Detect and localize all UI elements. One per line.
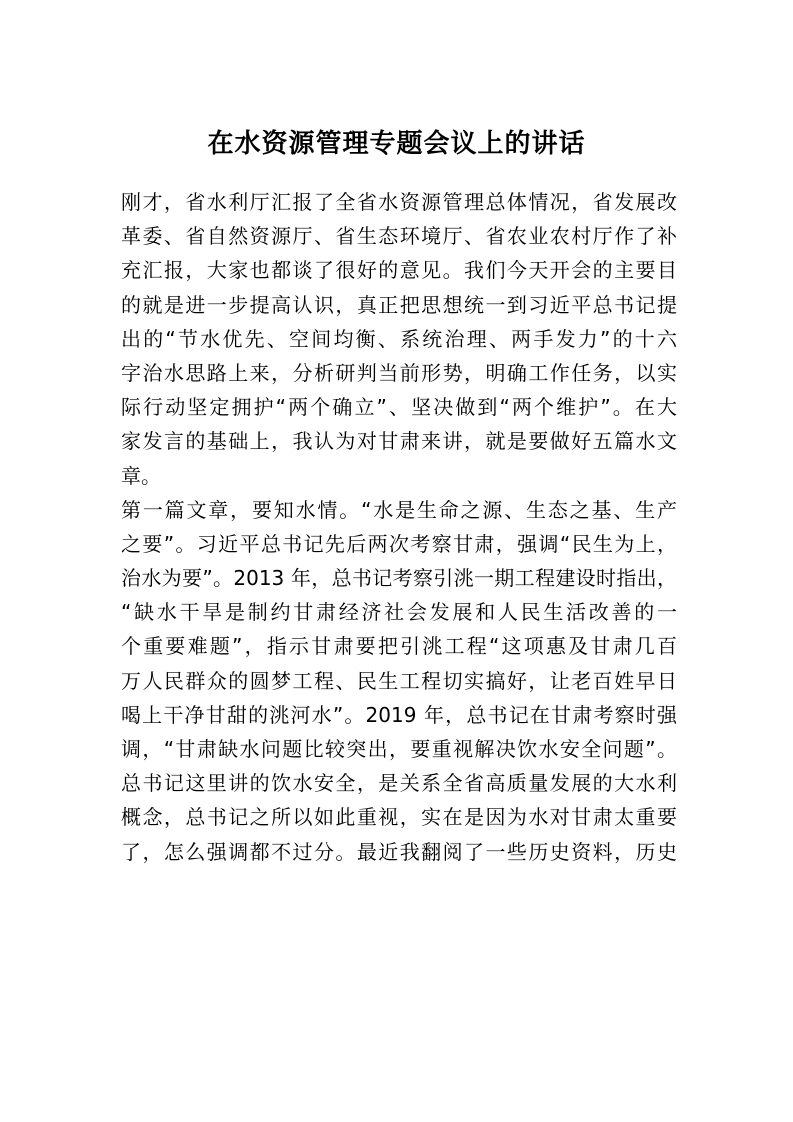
text-line: 总书记这里讲的饮水安全，是关系全省高质量发展的大水利: [121, 771, 677, 796]
text-line: 刚才，省水利厅汇报了全省水资源管理总体情况，省发展改: [121, 190, 677, 214]
document-title: 在水资源管理专题会议上的讲话: [207, 129, 586, 159]
text-line: 之要”。习近平总书记先后两次考察甘肃，强调“民生为上，: [121, 531, 677, 556]
text-line: 家发言的基础上，我认为对甘肃来讲，就是要做好五篇水文: [121, 429, 677, 454]
document-body: [121, 185, 677, 869]
text-line: 调，“甘肃缺水问题比较突出，要重视解决饮水安全问题”。: [121, 737, 677, 761]
text-line: 字治水思路上来，分析研判当前形势，明确工作任务，以实: [121, 360, 677, 385]
text-line: 概念，总书记之所以如此重视，实在是因为水对甘肃太重要: [121, 805, 677, 830]
text-line: 章。: [121, 463, 161, 488]
text-line: 革委、省自然资源厅、省生态环境厅、省农业农村厅作了补: [121, 224, 677, 249]
text-line: 际行动坚定拥护“两个确立”、坚决做到“两个维护”。在大: [121, 395, 677, 420]
paragraph: [121, 493, 677, 869]
paragraph: [121, 185, 677, 493]
text-line: 充汇报，大家也都谈了很好的意见。我们今天开会的主要目: [121, 258, 677, 283]
text-line: 的就是进一步提高认识，真正把思想统一到习近平总书记提: [121, 292, 677, 317]
text-line: 喝上干净甘甜的洮河水”。2019 年，总书记在甘肃考察时强: [121, 702, 677, 727]
text-line: 治水为要”。2013 年，总书记考察引洮一期工程建设时指出，: [121, 566, 677, 591]
text-line: 个重要难题”，指示甘肃要把引洮工程“这项惠及甘肃几百: [121, 634, 677, 659]
text-line: 了，怎么强调都不过分。最近我翻阅了一些历史资料，历史: [121, 839, 677, 864]
text-line: “缺水干旱是制约甘肃经济社会发展和人民生活改善的一: [121, 600, 677, 625]
text-line: 第一篇文章，要知水情。“水是生命之源、生态之基、生产: [121, 497, 677, 522]
text-line: 万人民群众的圆梦工程、民生工程切实搞好，让老百姓早日: [121, 668, 677, 693]
text-line: 出的“节水优先、空间均衡、系统治理、两手发力”的十六: [121, 326, 677, 351]
